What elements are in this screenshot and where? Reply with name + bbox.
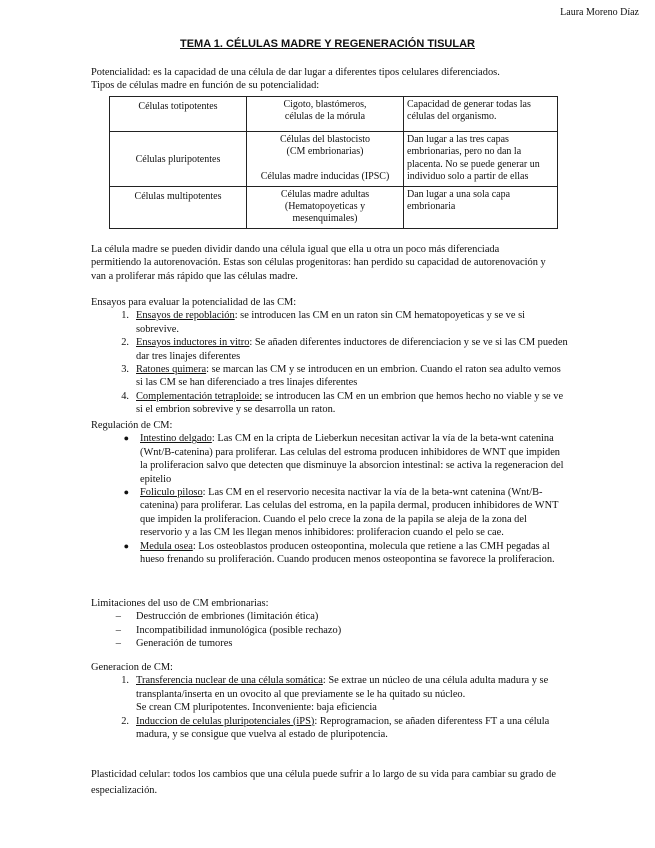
- cell-description: Dan lugar a las tres capas embrionarias, pero no dan la placenta. No se puede generar un individuo solo a partir de ellas: [404, 132, 558, 187]
- list-item: [91, 363, 569, 390]
- cell-example-line: (Hematopoyeticas y: [284, 201, 366, 213]
- generacion-heading: Generacion de CM:: [91, 662, 173, 673]
- list-item: [91, 715, 569, 742]
- ensayos-heading: Ensayos para evaluar la potencialidad de las CM:: [91, 297, 297, 308]
- table-row: [110, 97, 558, 132]
- list-text: Incompatibilidad inmunológica (posible rechazo): [136, 624, 342, 636]
- bullet-icon: ●: [123, 540, 129, 551]
- plasticidad-section: [91, 767, 561, 799]
- list-text: [136, 336, 569, 363]
- division-section: [91, 243, 551, 283]
- term-description: : Se añaden diferentes inductores de diferenciacion y se ve si las CM pueden dar tres linajes diferentes: [136, 337, 568, 362]
- term-description: : Las CM en el reservorio necesita nactivar la vía de la beta-wnt catenina (Wnt/B-catenina) para proliferar. Las celulas del estroma, en la papila dermal, producen inhibidores de WNT que impiden la proliferacion. Cuando el pelo crece la zona de la papila se aleja de la zona del reservorio y a las CM les llegan menos inhibidores: proliferacion cuando el pelo se cae.: [140, 487, 559, 539]
- list-number: 4.: [121, 390, 129, 402]
- term: Ratones quimera: [136, 364, 207, 376]
- cell-example-line: (CM embrionarias): [286, 146, 364, 158]
- list-item: [91, 637, 571, 650]
- page-title: TEMA 1. CÉLULAS MADRE Y REGENERACIÓN TISULAR: [180, 38, 475, 50]
- cell-examples: [247, 132, 404, 187]
- term-description: : se introducen las CM en un raton sin CM hematopoyeticas y se ve si sobrevive.: [136, 310, 525, 335]
- generacion-section: [91, 661, 569, 741]
- list-text: [136, 390, 569, 417]
- cell-examples: [247, 97, 404, 132]
- term: Intestino delgado: [140, 433, 212, 445]
- table-row: [110, 132, 558, 187]
- list-item: [91, 610, 571, 623]
- list-item: [91, 624, 571, 637]
- term: Medula osea: [140, 540, 193, 552]
- dash-icon: –: [115, 611, 121, 623]
- ensayos-section: [91, 296, 569, 417]
- cell-example-line: Células madre adultas: [280, 188, 370, 200]
- cell-examples: [247, 186, 404, 228]
- cell-types-table: [109, 96, 558, 229]
- list-text: [140, 540, 569, 567]
- term-description: : Se extrae un núcleo de una célula adulta madura y se transplanta/inserta en un ovocito al que previamente se le ha quitado su núcleo.: [136, 675, 549, 700]
- cell-example-line: mesenquimales): [292, 213, 358, 225]
- list-number: 2.: [121, 715, 129, 727]
- tipos-heading: Tipos de células madre en función de su potencialidad:: [91, 80, 320, 92]
- term-extra: Se crean CM pluripotentes. Inconveniente: baja eficiencia: [136, 702, 377, 714]
- list-text: [136, 674, 569, 714]
- bullet-icon: ●: [123, 487, 129, 498]
- list-item: [91, 540, 569, 567]
- list-number: 1.: [121, 310, 129, 322]
- term-description: se introducen las CM en un embrion que hemos hecho no viable y se ve si el embrion sobrevive y se desarrolla un raton.: [136, 390, 564, 416]
- dash-icon: –: [115, 638, 121, 650]
- limitaciones-section: [91, 597, 571, 651]
- list-number: 1.: [121, 675, 129, 687]
- term-description: : se marcan las CM y se introducen en un embrion. Cuando el raton sea adulto vemos si las CM se han diferenciado a tres linajes diferentes: [136, 364, 561, 389]
- list-text: [140, 432, 569, 486]
- list-item: [91, 674, 569, 714]
- list-text: [136, 715, 569, 742]
- division-paragraph: La célula madre se pueden dividir dando una célula igual que ella u otra un poco más diferenciada permitiendo la autorenovación. Estas son células progenitoras: han perdido su capacidad de autorenovación y van a proliferar más rápido que las células madre.: [91, 244, 546, 282]
- limitaciones-heading: Limitaciones del uso de CM embrionarias:: [91, 598, 269, 609]
- potencialidad-definition: Potencialidad: es la capacidad de una célula de dar lugar a diferentes tipos celulares diferenciados.: [91, 67, 500, 78]
- list-number: 2.: [121, 337, 129, 349]
- term-description: : Reprogramacion, se añaden diferentess FT a una célula madura, y se consigue que vuelva al estado de pluripotencia.: [136, 715, 550, 741]
- term: Transferencia nuclear de una célula somática: [136, 675, 323, 687]
- term-description: : Las CM en la cripta de Lieberkun necesitan activar la vía de la beta-wnt catenina (Wnt/B-catenina) para proliferar. Las celulas del estroma producen inhibidores de WNT que impiden la proliferacion salvo que detecten que disminuye la absorcion intestinal: se activa la regeneracion del epitelio: [140, 433, 564, 485]
- cell-example-line: Células madre inducidas (IPSC): [260, 170, 390, 182]
- list-text: Destrucción de embriones (limitación ética): [136, 611, 319, 623]
- author-name: Laura Moreno Díaz: [560, 7, 639, 18]
- term: Ensayos de repoblación: [136, 310, 235, 322]
- table-row: [110, 186, 558, 228]
- cell-description: Capacidad de generar todas las células del organismo.: [404, 97, 558, 132]
- cell-type: Células pluripotentes: [110, 132, 247, 187]
- list-text: [136, 309, 569, 336]
- dash-icon: –: [115, 624, 121, 636]
- cell-example-line: células de la mórula: [284, 111, 366, 123]
- list-number: 3.: [121, 364, 129, 376]
- list-item: [91, 336, 569, 363]
- cell-type: Células multipotentes: [110, 186, 247, 228]
- term-description: : Los osteoblastos producen osteopontina, molecula que retiene a las CMH pegadas al hueso frenando su proliferación. Cuando producen menos osteopontina se favorece la proliferacion.: [140, 540, 555, 566]
- regulacion-heading: Regulación de CM:: [91, 420, 173, 431]
- intro-section: [91, 66, 571, 93]
- regulacion-section: [91, 419, 569, 566]
- term: Induccion de celulas pluripotenciales (iPS): [136, 715, 315, 727]
- term: Complementación tetraploide:: [136, 390, 263, 402]
- list-item: [91, 390, 569, 417]
- list-text: Generación de tumores: [136, 638, 233, 650]
- cell-example-line: Cigoto, blastómeros,: [283, 99, 367, 110]
- list-item: [91, 309, 569, 336]
- list-text: [140, 486, 569, 540]
- list-item: [91, 486, 569, 540]
- cell-description: Dan lugar a una sola capa embrionaria: [404, 186, 558, 228]
- term: Foliculo piloso: [140, 487, 203, 499]
- bullet-icon: ●: [123, 433, 129, 444]
- plasticidad-paragraph: Plasticidad celular: todos los cambios que una célula puede sufrir a lo largo de su vida para cambiar su grado de especialización.: [91, 769, 556, 796]
- cell-example-line: Células del blastocisto: [280, 134, 370, 145]
- list-item: [91, 432, 569, 486]
- term: Ensayos inductores in vitro: [136, 337, 250, 349]
- cell-example-line: [250, 159, 400, 171]
- list-text: [136, 363, 569, 390]
- cell-type: Células totipotentes: [110, 97, 247, 132]
